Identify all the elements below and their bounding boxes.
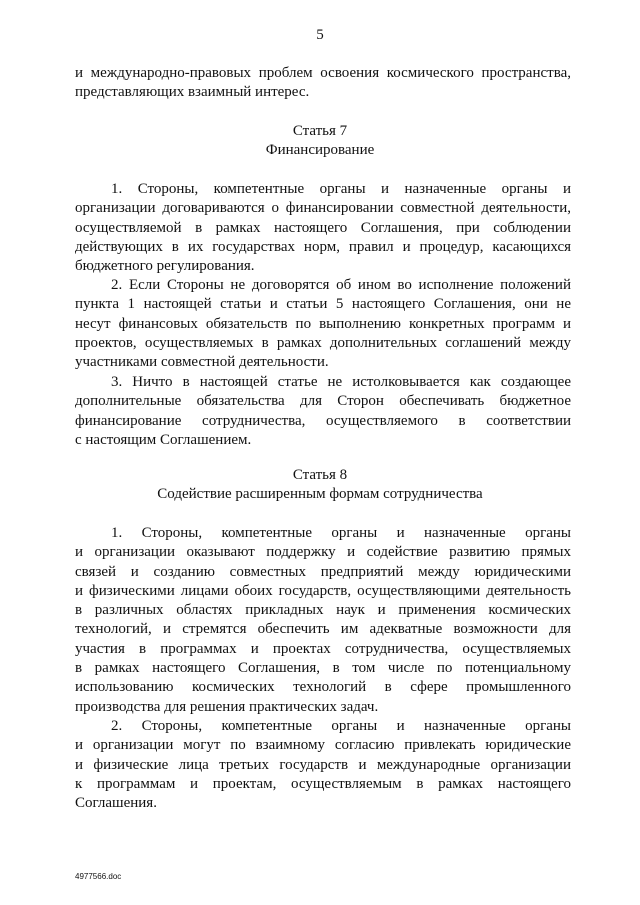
page-number: 5 <box>316 27 324 43</box>
text-line: связей и созданию совместных предприятий между юридическими <box>75 563 571 580</box>
article-7-paragraph-1 <box>75 180 571 276</box>
article-7-paragraph-2 <box>75 276 571 372</box>
footer-file-name: 4977566.doc <box>75 872 122 881</box>
text-line: в рамках настоящего Соглашения, в том числе по потенциальному <box>75 660 571 677</box>
text-line: осуществляемой в рамках настоящего Соглашения, при соблюдении <box>75 219 571 236</box>
text-line: и организации могут по взаимному согласию привлекать юридические <box>75 737 571 754</box>
intro-paragraph <box>75 64 571 103</box>
text-line: и организации оказывают поддержку и содействие развитию прямых <box>75 544 571 561</box>
text-line: организации договариваются о финансировании совместной деятельности, <box>75 200 571 217</box>
text-line: и международно-правовых проблем освоения космического пространства, <box>75 65 571 81</box>
text-line: и физические лица третьих государств и международные организации <box>75 756 571 773</box>
article-7-title: Статья 7 <box>292 123 348 139</box>
text-line: участия в программах и проектах сотрудничества, осуществляемых <box>75 640 571 657</box>
article-8-subtitle: Содействие расширенным формам сотрудничества <box>157 486 483 502</box>
text-line: несут финансовых обязательств по выполнению конкретных программ и <box>75 315 571 332</box>
text-line: участниками совместной деятельности. <box>75 354 329 371</box>
text-line: к программам и проектам, осуществляемым в рамках настоящего <box>75 775 571 792</box>
article-8-paragraph-2 <box>75 717 571 813</box>
article-8-paragraph-1 <box>75 524 571 717</box>
text-line: представляющих взаимный интерес. <box>75 84 310 101</box>
text-line: 1. Стороны, компетентные органы и назначенные органы и <box>111 181 571 197</box>
text-line: дополнительные обязательства для Сторон обеспечивать бюджетное <box>75 393 571 410</box>
text-line: пункта 1 настоящей статьи и статьи 5 настоящего Соглашения, они не <box>75 296 571 313</box>
text-line: 2. Если Стороны не договорятся об ином во исполнение положений <box>111 277 571 293</box>
text-line: финансирование сотрудничества, осуществляемого в соответствии <box>75 412 571 429</box>
text-line: и физическими лицами обоих государств, осуществляющими деятельность <box>75 582 571 599</box>
text-line: технологий, и стремятся обеспечить им адекватные возможности для <box>75 621 571 638</box>
text-line: 1. Стороны, компетентные органы и назначенные органы <box>111 525 571 541</box>
text-line: действующих в их государствах норм, правил и процедур, касающихся <box>75 238 571 255</box>
text-line: с настоящим Соглашением. <box>75 431 252 448</box>
article-7-paragraph-3 <box>75 373 571 450</box>
text-line: 2. Стороны, компетентные органы и назначенные органы <box>111 718 571 734</box>
text-line: использованию космических технологий в сфере промышленного <box>75 679 571 696</box>
article-8-title: Статья 8 <box>292 467 348 483</box>
text-line: бюджетного регулирования. <box>75 258 255 275</box>
text-line: производства для решения практических задач. <box>75 698 379 715</box>
text-line: 3. Ничто в настоящей статье не истолковывается как создающее <box>111 374 571 390</box>
text-line: Соглашения. <box>75 795 157 812</box>
article-7-subtitle: Финансирование <box>265 142 375 158</box>
text-line: в различных областях прикладных наук и применения космических <box>75 602 571 619</box>
text-line: проектов, осуществляемых в рамках дополнительных соглашений между <box>75 334 571 351</box>
